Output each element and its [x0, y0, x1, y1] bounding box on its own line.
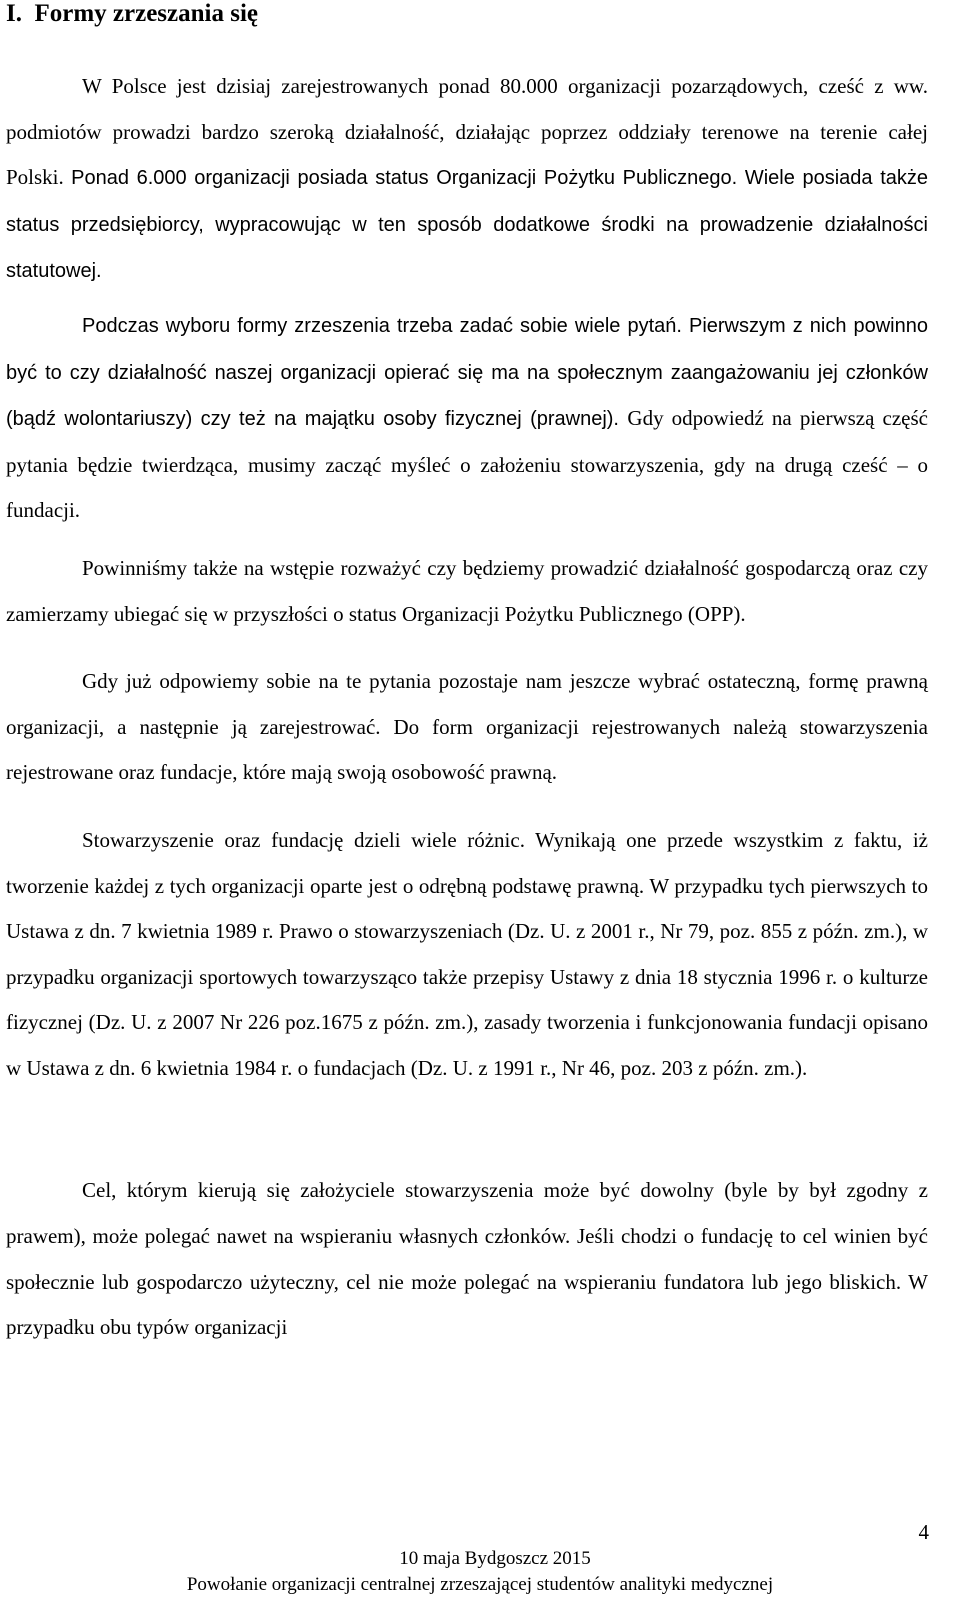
- paragraph-1-part-1: W Polsce jest dzisiaj zarejestrowanych ponad 80.000 organizacji pozarządowych, cześć z ww. podmiotów prowadzi bardzo szeroką działalność, działając poprzez oddziały terenowe na terenie całej Polski.: [6, 74, 928, 190]
- paragraph-1: [6, 64, 928, 295]
- paragraph-2-part-1: Podczas wyboru formy zrzeszenia trzeba zadać sobie wiele pytań. Pierwszym z nich powinno być to czy działalność naszej organizacji opierać się ma na społecznym zaangażowaniu jej członków (bądź wolontariuszy) czy też na majątku osoby fizycznej (prawnej).: [6, 314, 928, 431]
- paragraph-1-part-2: Ponad 6.000 organizacji posiada status Organizacji Pożytku Publicznego. Wiele posiada także status przedsiębiorcy, wypracowując w ten sposób dodatkowe środki na prowadzenie działalności statutowej.: [6, 167, 928, 283]
- paragraph-4-part-1: Gdy już odpowiemy sobie na te pytania pozostaje nam jeszcze wybrać ostateczną, formę prawną organizacji, a następnie ją zarejestrować. Do form organizacji rejestrowanych należą stowarzyszenia rejestrowane oraz fundacje, które mają swoją osobowość prawną.: [6, 669, 928, 785]
- paragraph-6: [6, 1168, 928, 1350]
- paragraph-5: [6, 818, 928, 1092]
- paragraph-2-part-2: Gdy odpowiedź na pierwszą część pytania będzie twierdząca, musimy zacząć myśleć o założeniu stowarzyszenia, gdy na drugą cześć – o fundacji.: [6, 406, 928, 523]
- body-text: [6, 64, 928, 1351]
- footer-date: 10 maja Bydgoszcz 2015: [399, 1548, 591, 1569]
- paragraph-2: [6, 303, 928, 534]
- paragraph-3: [6, 546, 928, 637]
- footer-title: Powołanie organizacji centralnej zrzeszającej studentów analityki medycznej: [186, 1574, 774, 1595]
- paragraph-5-part-1: Stowarzyszenie oraz fundację dzieli wiele różnic. Wynikają one przede wszystkim z faktu, iż tworzenie każdej z tych organizacji oparte jest o odrębną podstawę prawną. W przypadku tych pierwszych to Ustawa z dn. 7 kwietnia 1989 r. Prawo o stowarzyszeniach (Dz. U. z 2001 r., Nr 79, poz. 855 z późn. zm.), w przypadku organizacji sportowych towarzysząco także przepisy Ustawy z dnia 18 stycznia 1996 r. o kulturze fizycznej (Dz. U. z 2007 Nr 226 poz.1675 z późn. zm.), zasady tworzenia i funkcjonowania fundacji opisano w Ustawa z dn. 6 kwietnia 1984 r. o fundacjach (Dz. U. z 1991 r., Nr 46, poz. 203 z późn. zm.).: [6, 827, 928, 1080]
- page-number: 4: [918, 1520, 929, 1544]
- paragraph-3-part-1: Powinniśmy także na wstępie rozważyć czy będziemy prowadzić działalność gospodarczą oraz czy zamierzamy ubiegać się w przyszłości o status Organizacji Pożytku Publicznego (OPP).: [6, 555, 928, 626]
- section-heading: I. Formy zrzeszania się: [6, 0, 259, 27]
- paragraph-6-part-1: Cel, którym kierują się założyciele stowarzyszenia może być dowolny (byle by był zgodny z prawem), może polegać nawet na wspieraniu własnych członków. Jeśli chodzi o fundację to cel winien być społecznie lub gospodarczo użyteczny, cel nie może polegać na wspieraniu fundatora lub jego bliskich. W przypadku obu typów organizacji: [6, 1178, 928, 1340]
- paragraph-4: [6, 659, 928, 796]
